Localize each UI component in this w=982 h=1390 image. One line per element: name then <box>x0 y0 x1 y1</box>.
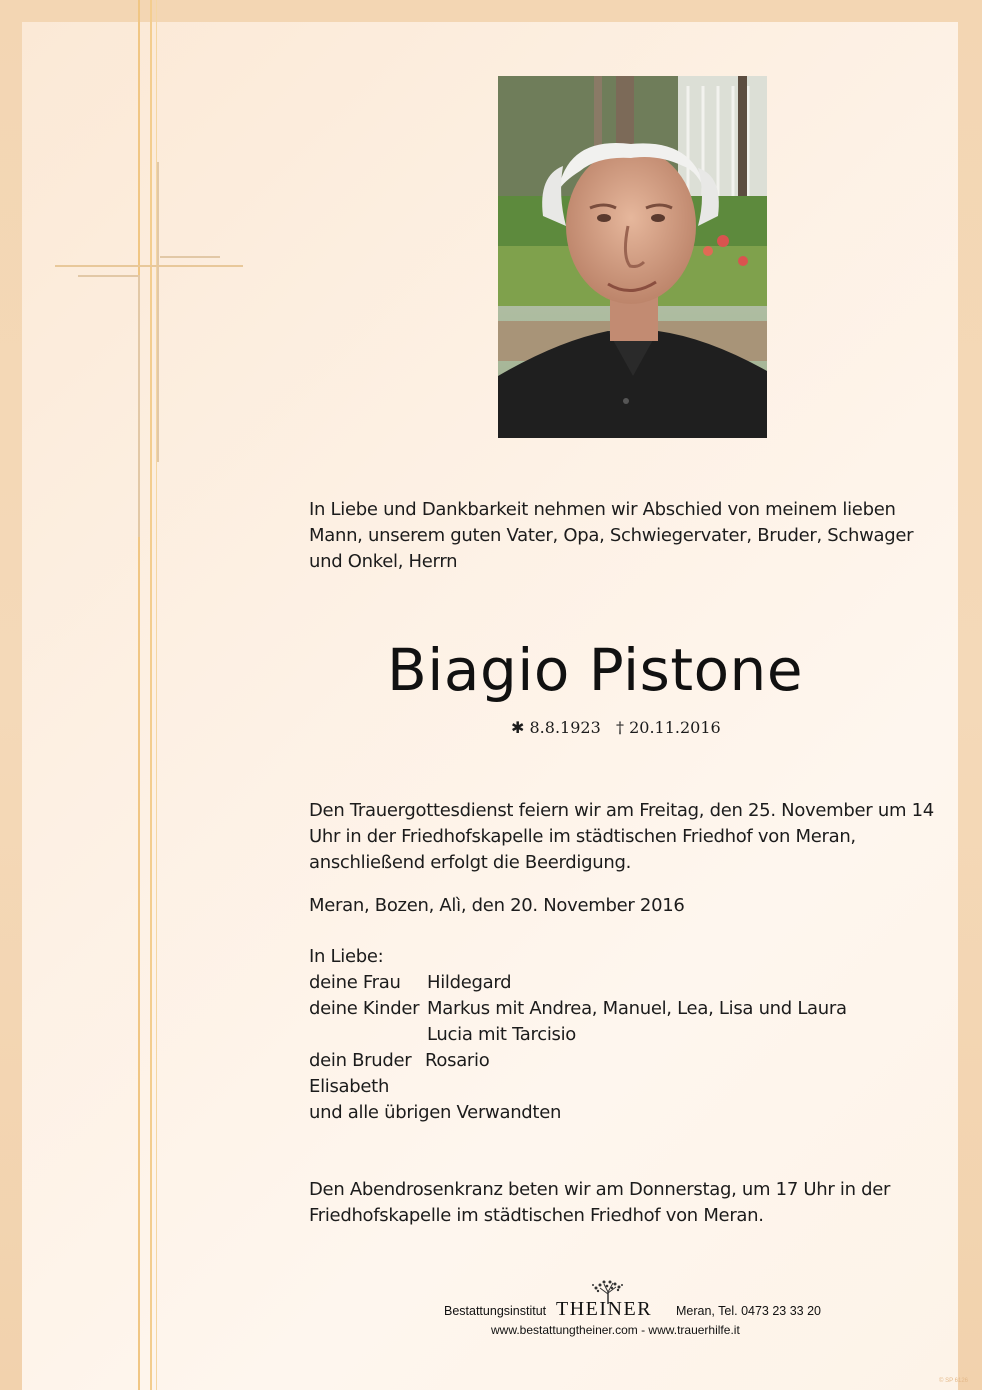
service-text: Den Trauergottesdienst feiern wir am Freitag, den 25. November um 14 Uhr in der Friedhofskapelle im städtischen Friedhof von Meran, anschließend erfolgt die Beerdigung. <box>309 800 934 873</box>
death-date: 20.11.2016 <box>629 718 721 737</box>
death-cross-icon: † <box>616 718 630 737</box>
list-item: und alle übrigen Verwandten <box>309 1102 562 1123</box>
footer-contact: Meran, Tel. 0473 23 33 20 <box>676 1304 822 1318</box>
list-item: Lucia mit Tarcisio <box>427 1024 577 1045</box>
decorative-line <box>150 0 152 1390</box>
footer-prefix: Bestattungsinstitut <box>444 1304 547 1318</box>
birth-date: 8.8.1923 <box>529 718 601 737</box>
survivors-heading: In Liebe: <box>309 946 384 967</box>
life-dates <box>511 716 721 740</box>
list-item: dein Bruder Rosario <box>309 1050 490 1071</box>
birth-star-icon: ✱ <box>511 718 530 737</box>
list-item: deine Frau Hildegard <box>309 972 512 993</box>
decorative-line <box>138 0 140 1390</box>
list-item: Elisabeth <box>309 1076 390 1097</box>
print-code: © SP 6126 <box>939 1378 968 1384</box>
footer-websites: www.bestattungtheiner.com - www.trauerhilfe.it <box>491 1323 740 1337</box>
intro-text: In Liebe und Dankbarkeit nehmen wir Abschied von meinem lieben Mann, unserem guten Vater, Opa, Schwiegervater, Bruder, Schwager und Onkel, Herrn <box>309 499 914 572</box>
deceased-name: Biagio Pistone <box>387 636 804 704</box>
survivors-list <box>309 944 949 1126</box>
footer-brand: THEINER <box>556 1298 653 1320</box>
place-date: Meran, Bozen, Alì, den 20. November 2016 <box>309 895 685 916</box>
rosary-text: Den Abendrosenkranz beten wir am Donnerstag, um 17 Uhr in der Friedhofskapelle im städtischen Friedhof von Meran. <box>309 1179 891 1226</box>
list-item: deine Kinder Markus mit Andrea, Manuel, Lea, Lisa und Laura <box>309 998 847 1019</box>
portrait-photo <box>498 76 767 438</box>
